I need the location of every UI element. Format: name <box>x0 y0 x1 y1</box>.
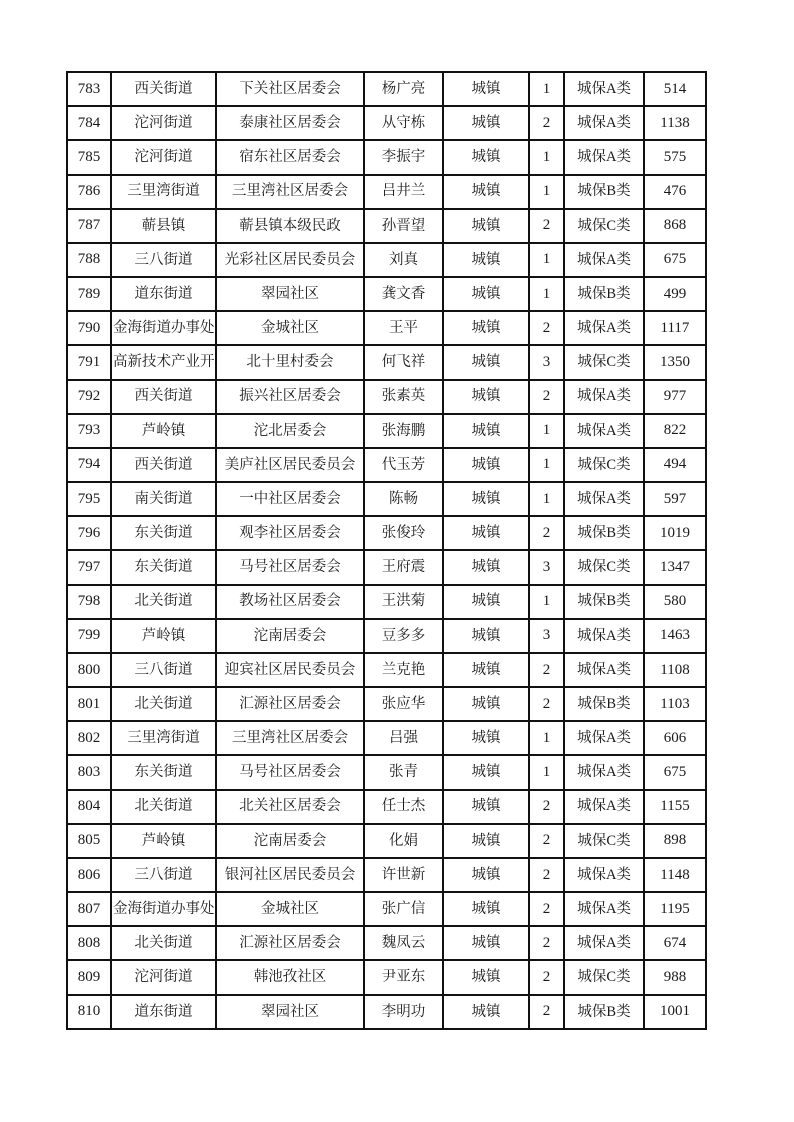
cell-amount: 1138 <box>644 106 706 140</box>
cell-person-name: 代玉芳 <box>364 448 443 482</box>
cell-person-count: 2 <box>529 687 564 721</box>
cell-seq: 796 <box>67 516 111 550</box>
table-row <box>67 824 706 858</box>
cell-category: 城保B类 <box>564 175 644 209</box>
cell-street: 沱河街道 <box>111 960 216 994</box>
table-row <box>67 482 706 516</box>
cell-category: 城保A类 <box>564 72 644 106</box>
cell-category: 城保A类 <box>564 721 644 755</box>
cell-street: 道东街道 <box>111 277 216 311</box>
cell-person-count: 2 <box>529 790 564 824</box>
cell-person-name: 从守栋 <box>364 106 443 140</box>
cell-amount: 1108 <box>644 653 706 687</box>
cell-category: 城保C类 <box>564 824 644 858</box>
table-row <box>67 585 706 619</box>
cell-amount: 977 <box>644 380 706 414</box>
cell-amount: 514 <box>644 72 706 106</box>
cell-household-type: 城镇 <box>443 448 529 482</box>
cell-street: 金海街道办事处 <box>111 892 216 926</box>
table-row <box>67 277 706 311</box>
cell-amount: 988 <box>644 960 706 994</box>
cell-person-count: 3 <box>529 345 564 379</box>
cell-community: 翠园社区 <box>216 277 364 311</box>
cell-person-count: 2 <box>529 995 564 1029</box>
table-row <box>67 858 706 892</box>
cell-category: 城保A类 <box>564 755 644 789</box>
cell-amount: 499 <box>644 277 706 311</box>
cell-household-type: 城镇 <box>443 482 529 516</box>
cell-category: 城保A类 <box>564 482 644 516</box>
table-row <box>67 653 706 687</box>
cell-street: 金海街道办事处 <box>111 311 216 345</box>
cell-person-name: 杨广亮 <box>364 72 443 106</box>
table-row <box>67 516 706 550</box>
cell-amount: 1019 <box>644 516 706 550</box>
cell-person-count: 1 <box>529 755 564 789</box>
cell-amount: 1155 <box>644 790 706 824</box>
cell-household-type: 城镇 <box>443 277 529 311</box>
cell-community: 下关社区居委会 <box>216 72 364 106</box>
cell-category: 城保A类 <box>564 414 644 448</box>
cell-street: 西关街道 <box>111 72 216 106</box>
cell-street: 高新技术产业开 <box>111 345 216 379</box>
cell-category: 城保A类 <box>564 926 644 960</box>
cell-person-name: 任士杰 <box>364 790 443 824</box>
cell-person-name: 王平 <box>364 311 443 345</box>
cell-amount: 1463 <box>644 619 706 653</box>
cell-street: 三里湾街道 <box>111 175 216 209</box>
cell-household-type: 城镇 <box>443 516 529 550</box>
cell-community: 振兴社区居委会 <box>216 380 364 414</box>
cell-category: 城保A类 <box>564 380 644 414</box>
cell-seq: 784 <box>67 106 111 140</box>
cell-person-count: 2 <box>529 209 564 243</box>
cell-community: 马号社区居委会 <box>216 550 364 584</box>
cell-person-name: 尹亚东 <box>364 960 443 994</box>
cell-person-count: 2 <box>529 653 564 687</box>
cell-person-name: 兰克艳 <box>364 653 443 687</box>
cell-category: 城保A类 <box>564 140 644 174</box>
cell-category: 城保C类 <box>564 345 644 379</box>
cell-street: 北关街道 <box>111 790 216 824</box>
cell-category: 城保A类 <box>564 243 644 277</box>
table-row <box>67 687 706 721</box>
cell-person-name: 张广信 <box>364 892 443 926</box>
cell-person-name: 李明功 <box>364 995 443 1029</box>
cell-seq: 786 <box>67 175 111 209</box>
cell-household-type: 城镇 <box>443 380 529 414</box>
cell-community: 韩池孜社区 <box>216 960 364 994</box>
cell-person-count: 1 <box>529 414 564 448</box>
cell-community: 宿东社区居委会 <box>216 140 364 174</box>
cell-street: 北关街道 <box>111 687 216 721</box>
cell-seq: 808 <box>67 926 111 960</box>
cell-household-type: 城镇 <box>443 140 529 174</box>
cell-street: 道东街道 <box>111 995 216 1029</box>
cell-street: 沱河街道 <box>111 140 216 174</box>
cell-household-type: 城镇 <box>443 858 529 892</box>
table-row <box>67 209 706 243</box>
cell-category: 城保A类 <box>564 619 644 653</box>
cell-community: 北关社区居委会 <box>216 790 364 824</box>
cell-category: 城保B类 <box>564 516 644 550</box>
cell-person-name: 张素英 <box>364 380 443 414</box>
cell-community: 汇源社区居委会 <box>216 926 364 960</box>
cell-seq: 798 <box>67 585 111 619</box>
cell-community: 汇源社区居委会 <box>216 687 364 721</box>
cell-seq: 804 <box>67 790 111 824</box>
cell-person-count: 1 <box>529 243 564 277</box>
cell-person-name: 许世新 <box>364 858 443 892</box>
cell-amount: 868 <box>644 209 706 243</box>
cell-household-type: 城镇 <box>443 72 529 106</box>
cell-person-name: 陈畅 <box>364 482 443 516</box>
table-row <box>67 106 706 140</box>
records-table <box>66 71 707 1030</box>
cell-person-name: 化娟 <box>364 824 443 858</box>
cell-household-type: 城镇 <box>443 414 529 448</box>
cell-amount: 1103 <box>644 687 706 721</box>
cell-person-count: 3 <box>529 619 564 653</box>
cell-community: 观李社区居委会 <box>216 516 364 550</box>
cell-person-count: 2 <box>529 824 564 858</box>
cell-street: 西关街道 <box>111 380 216 414</box>
cell-person-count: 2 <box>529 858 564 892</box>
table-row <box>67 345 706 379</box>
cell-community: 沱北居委会 <box>216 414 364 448</box>
cell-seq: 792 <box>67 380 111 414</box>
cell-person-name: 王府震 <box>364 550 443 584</box>
cell-category: 城保C类 <box>564 448 644 482</box>
cell-person-count: 1 <box>529 721 564 755</box>
cell-amount: 1195 <box>644 892 706 926</box>
cell-category: 城保A类 <box>564 311 644 345</box>
cell-street: 芦岭镇 <box>111 414 216 448</box>
cell-person-count: 2 <box>529 106 564 140</box>
cell-household-type: 城镇 <box>443 209 529 243</box>
cell-person-name: 龚文香 <box>364 277 443 311</box>
cell-community: 金城社区 <box>216 892 364 926</box>
cell-household-type: 城镇 <box>443 585 529 619</box>
cell-street: 东关街道 <box>111 516 216 550</box>
cell-seq: 805 <box>67 824 111 858</box>
cell-street: 南关街道 <box>111 482 216 516</box>
cell-seq: 790 <box>67 311 111 345</box>
cell-household-type: 城镇 <box>443 345 529 379</box>
cell-person-name: 吕强 <box>364 721 443 755</box>
cell-seq: 807 <box>67 892 111 926</box>
cell-street: 西关街道 <box>111 448 216 482</box>
cell-community: 迎宾社区居民委员会 <box>216 653 364 687</box>
cell-person-name: 孙晋望 <box>364 209 443 243</box>
cell-amount: 476 <box>644 175 706 209</box>
cell-household-type: 城镇 <box>443 653 529 687</box>
cell-person-name: 豆多多 <box>364 619 443 653</box>
cell-community: 蕲县镇本级民政 <box>216 209 364 243</box>
cell-household-type: 城镇 <box>443 106 529 140</box>
cell-household-type: 城镇 <box>443 995 529 1029</box>
cell-seq: 788 <box>67 243 111 277</box>
cell-street: 三八街道 <box>111 243 216 277</box>
cell-person-count: 2 <box>529 892 564 926</box>
cell-community: 沱南居委会 <box>216 824 364 858</box>
cell-category: 城保C类 <box>564 550 644 584</box>
cell-street: 蕲县镇 <box>111 209 216 243</box>
cell-community: 教场社区居委会 <box>216 585 364 619</box>
cell-person-count: 2 <box>529 311 564 345</box>
cell-person-count: 3 <box>529 550 564 584</box>
cell-person-count: 1 <box>529 448 564 482</box>
table-row <box>67 619 706 653</box>
cell-person-name: 吕井兰 <box>364 175 443 209</box>
cell-household-type: 城镇 <box>443 755 529 789</box>
cell-seq: 797 <box>67 550 111 584</box>
cell-seq: 783 <box>67 72 111 106</box>
cell-amount: 674 <box>644 926 706 960</box>
cell-amount: 675 <box>644 755 706 789</box>
cell-community: 沱南居委会 <box>216 619 364 653</box>
cell-street: 北关街道 <box>111 926 216 960</box>
cell-person-count: 2 <box>529 516 564 550</box>
table-row <box>67 926 706 960</box>
cell-amount: 1350 <box>644 345 706 379</box>
cell-community: 北十里村委会 <box>216 345 364 379</box>
cell-seq: 810 <box>67 995 111 1029</box>
cell-person-name: 魏凤云 <box>364 926 443 960</box>
cell-person-name: 张海鹏 <box>364 414 443 448</box>
cell-person-count: 1 <box>529 140 564 174</box>
cell-community: 翠园社区 <box>216 995 364 1029</box>
cell-seq: 787 <box>67 209 111 243</box>
cell-category: 城保A类 <box>564 892 644 926</box>
cell-household-type: 城镇 <box>443 619 529 653</box>
cell-category: 城保B类 <box>564 995 644 1029</box>
cell-person-count: 1 <box>529 175 564 209</box>
cell-person-count: 1 <box>529 585 564 619</box>
cell-household-type: 城镇 <box>443 550 529 584</box>
cell-seq: 795 <box>67 482 111 516</box>
cell-seq: 794 <box>67 448 111 482</box>
cell-amount: 597 <box>644 482 706 516</box>
cell-household-type: 城镇 <box>443 721 529 755</box>
cell-street: 北关街道 <box>111 585 216 619</box>
cell-community: 金城社区 <box>216 311 364 345</box>
cell-community: 三里湾社区居委会 <box>216 175 364 209</box>
cell-street: 三里湾街道 <box>111 721 216 755</box>
cell-street: 沱河街道 <box>111 106 216 140</box>
cell-community: 美庐社区居民委员会 <box>216 448 364 482</box>
cell-person-name: 何飞祥 <box>364 345 443 379</box>
cell-person-count: 1 <box>529 277 564 311</box>
cell-person-count: 2 <box>529 960 564 994</box>
cell-amount: 1001 <box>644 995 706 1029</box>
cell-amount: 898 <box>644 824 706 858</box>
cell-seq: 806 <box>67 858 111 892</box>
table-row <box>67 960 706 994</box>
table-row <box>67 311 706 345</box>
cell-household-type: 城镇 <box>443 243 529 277</box>
table-row <box>67 140 706 174</box>
table-row <box>67 995 706 1029</box>
cell-community: 马号社区居委会 <box>216 755 364 789</box>
cell-household-type: 城镇 <box>443 687 529 721</box>
table-row <box>67 790 706 824</box>
cell-community: 银河社区居民委员会 <box>216 858 364 892</box>
cell-seq: 799 <box>67 619 111 653</box>
cell-person-count: 1 <box>529 482 564 516</box>
table-row <box>67 175 706 209</box>
cell-person-count: 1 <box>529 72 564 106</box>
cell-amount: 580 <box>644 585 706 619</box>
cell-household-type: 城镇 <box>443 960 529 994</box>
cell-amount: 606 <box>644 721 706 755</box>
cell-category: 城保B类 <box>564 277 644 311</box>
cell-seq: 809 <box>67 960 111 994</box>
cell-community: 三里湾社区居委会 <box>216 721 364 755</box>
cell-street: 东关街道 <box>111 755 216 789</box>
table-row <box>67 755 706 789</box>
cell-person-name: 王洪菊 <box>364 585 443 619</box>
cell-household-type: 城镇 <box>443 175 529 209</box>
cell-street: 芦岭镇 <box>111 619 216 653</box>
cell-household-type: 城镇 <box>443 926 529 960</box>
cell-person-name: 张青 <box>364 755 443 789</box>
cell-person-count: 2 <box>529 380 564 414</box>
cell-seq: 802 <box>67 721 111 755</box>
table-row <box>67 380 706 414</box>
cell-seq: 791 <box>67 345 111 379</box>
cell-street: 三八街道 <box>111 653 216 687</box>
cell-person-name: 张俊玲 <box>364 516 443 550</box>
cell-seq: 801 <box>67 687 111 721</box>
cell-person-count: 2 <box>529 926 564 960</box>
cell-category: 城保A类 <box>564 106 644 140</box>
cell-category: 城保B类 <box>564 687 644 721</box>
table-row <box>67 243 706 277</box>
cell-amount: 1148 <box>644 858 706 892</box>
cell-amount: 1117 <box>644 311 706 345</box>
cell-community: 泰康社区居委会 <box>216 106 364 140</box>
cell-household-type: 城镇 <box>443 311 529 345</box>
cell-seq: 803 <box>67 755 111 789</box>
table-row <box>67 448 706 482</box>
cell-amount: 822 <box>644 414 706 448</box>
cell-seq: 785 <box>67 140 111 174</box>
cell-community: 光彩社区居民委员会 <box>216 243 364 277</box>
cell-category: 城保A类 <box>564 653 644 687</box>
cell-street: 三八街道 <box>111 858 216 892</box>
cell-amount: 494 <box>644 448 706 482</box>
cell-seq: 793 <box>67 414 111 448</box>
cell-category: 城保C类 <box>564 209 644 243</box>
cell-seq: 800 <box>67 653 111 687</box>
cell-category: 城保A类 <box>564 790 644 824</box>
cell-person-name: 刘真 <box>364 243 443 277</box>
cell-household-type: 城镇 <box>443 892 529 926</box>
cell-community: 一中社区居委会 <box>216 482 364 516</box>
cell-person-name: 李振宇 <box>364 140 443 174</box>
cell-household-type: 城镇 <box>443 824 529 858</box>
table-row <box>67 721 706 755</box>
cell-street: 芦岭镇 <box>111 824 216 858</box>
cell-amount: 675 <box>644 243 706 277</box>
cell-street: 东关街道 <box>111 550 216 584</box>
cell-person-name: 张应华 <box>364 687 443 721</box>
table-row <box>67 550 706 584</box>
cell-seq: 789 <box>67 277 111 311</box>
table-row <box>67 414 706 448</box>
cell-category: 城保C类 <box>564 960 644 994</box>
cell-household-type: 城镇 <box>443 790 529 824</box>
table-row <box>67 72 706 106</box>
cell-amount: 1347 <box>644 550 706 584</box>
cell-category: 城保B类 <box>564 585 644 619</box>
cell-amount: 575 <box>644 140 706 174</box>
table-row <box>67 892 706 926</box>
cell-category: 城保A类 <box>564 858 644 892</box>
